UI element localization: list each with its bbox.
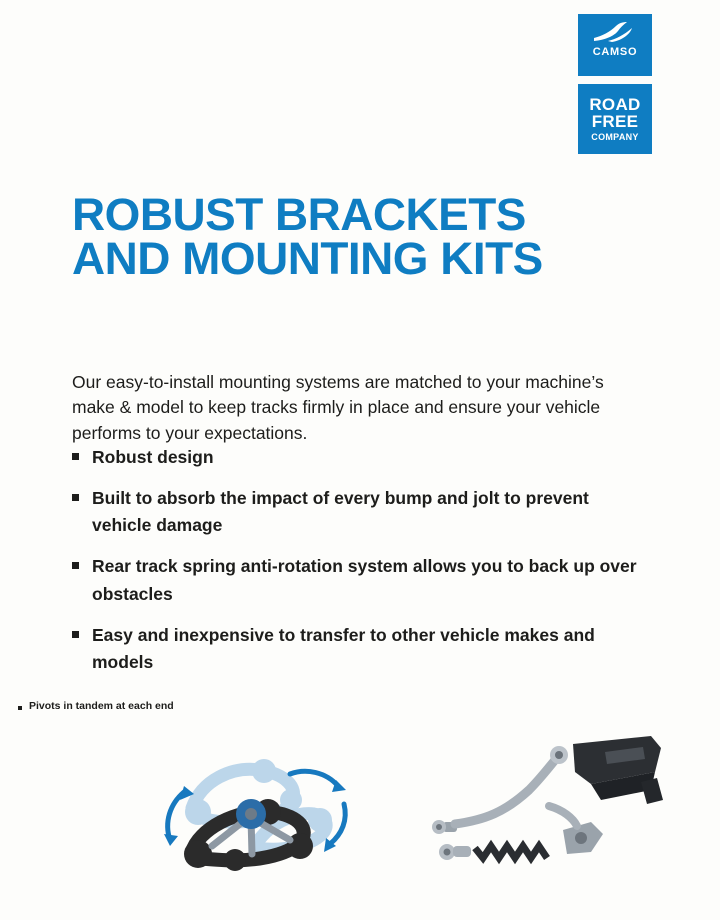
badge-line-2: FREE [591,112,639,131]
road-free-company-badge [578,84,652,154]
square-bullet-icon [72,562,79,569]
square-bullet-icon [72,631,79,638]
badge-line-3: COMPANY [591,132,639,142]
track-system-pivot-diagram [140,730,390,880]
diagram-caption [18,700,174,712]
list-item [72,622,642,676]
badge-line-1: ROAD [589,95,641,114]
list-item-label: Rear track spring anti-rotation system allows you to back up over obstacles [92,556,637,604]
bracket-and-mounting-kit-parts-photo [405,726,675,876]
diagram-caption-label: Pivots in tandem at each end [29,700,174,712]
page-title-line-1: ROBUST BRACKETS [72,189,526,241]
list-item-label: Built to absorb the impact of every bump and jolt to prevent vehicle damage [92,488,589,536]
list-item [72,444,642,471]
list-item-label: Easy and inexpensive to transfer to other vehicle makes and models [92,624,595,672]
square-bullet-icon [72,494,79,501]
brand-logo-block [578,14,652,154]
list-item-label: Robust design [92,447,214,467]
camso-logo-text: CAMSO [592,46,638,58]
camso-swoosh-icon [592,21,638,43]
square-bullet-icon [72,453,79,460]
page-title-line-2: AND MOUNTING KITS [72,232,543,284]
camso-logo [578,14,652,76]
list-item [72,553,642,607]
figures-row [0,726,720,886]
square-bullet-icon [18,706,22,710]
feature-bullet-list [72,444,642,690]
intro-paragraph: Our easy-to-install mounting systems are matched to your machine’s make & model to keep tracks firmly in place and ensure your vehicle performs to your expectations. [72,371,604,443]
list-item [72,485,642,539]
page-title [72,189,543,284]
